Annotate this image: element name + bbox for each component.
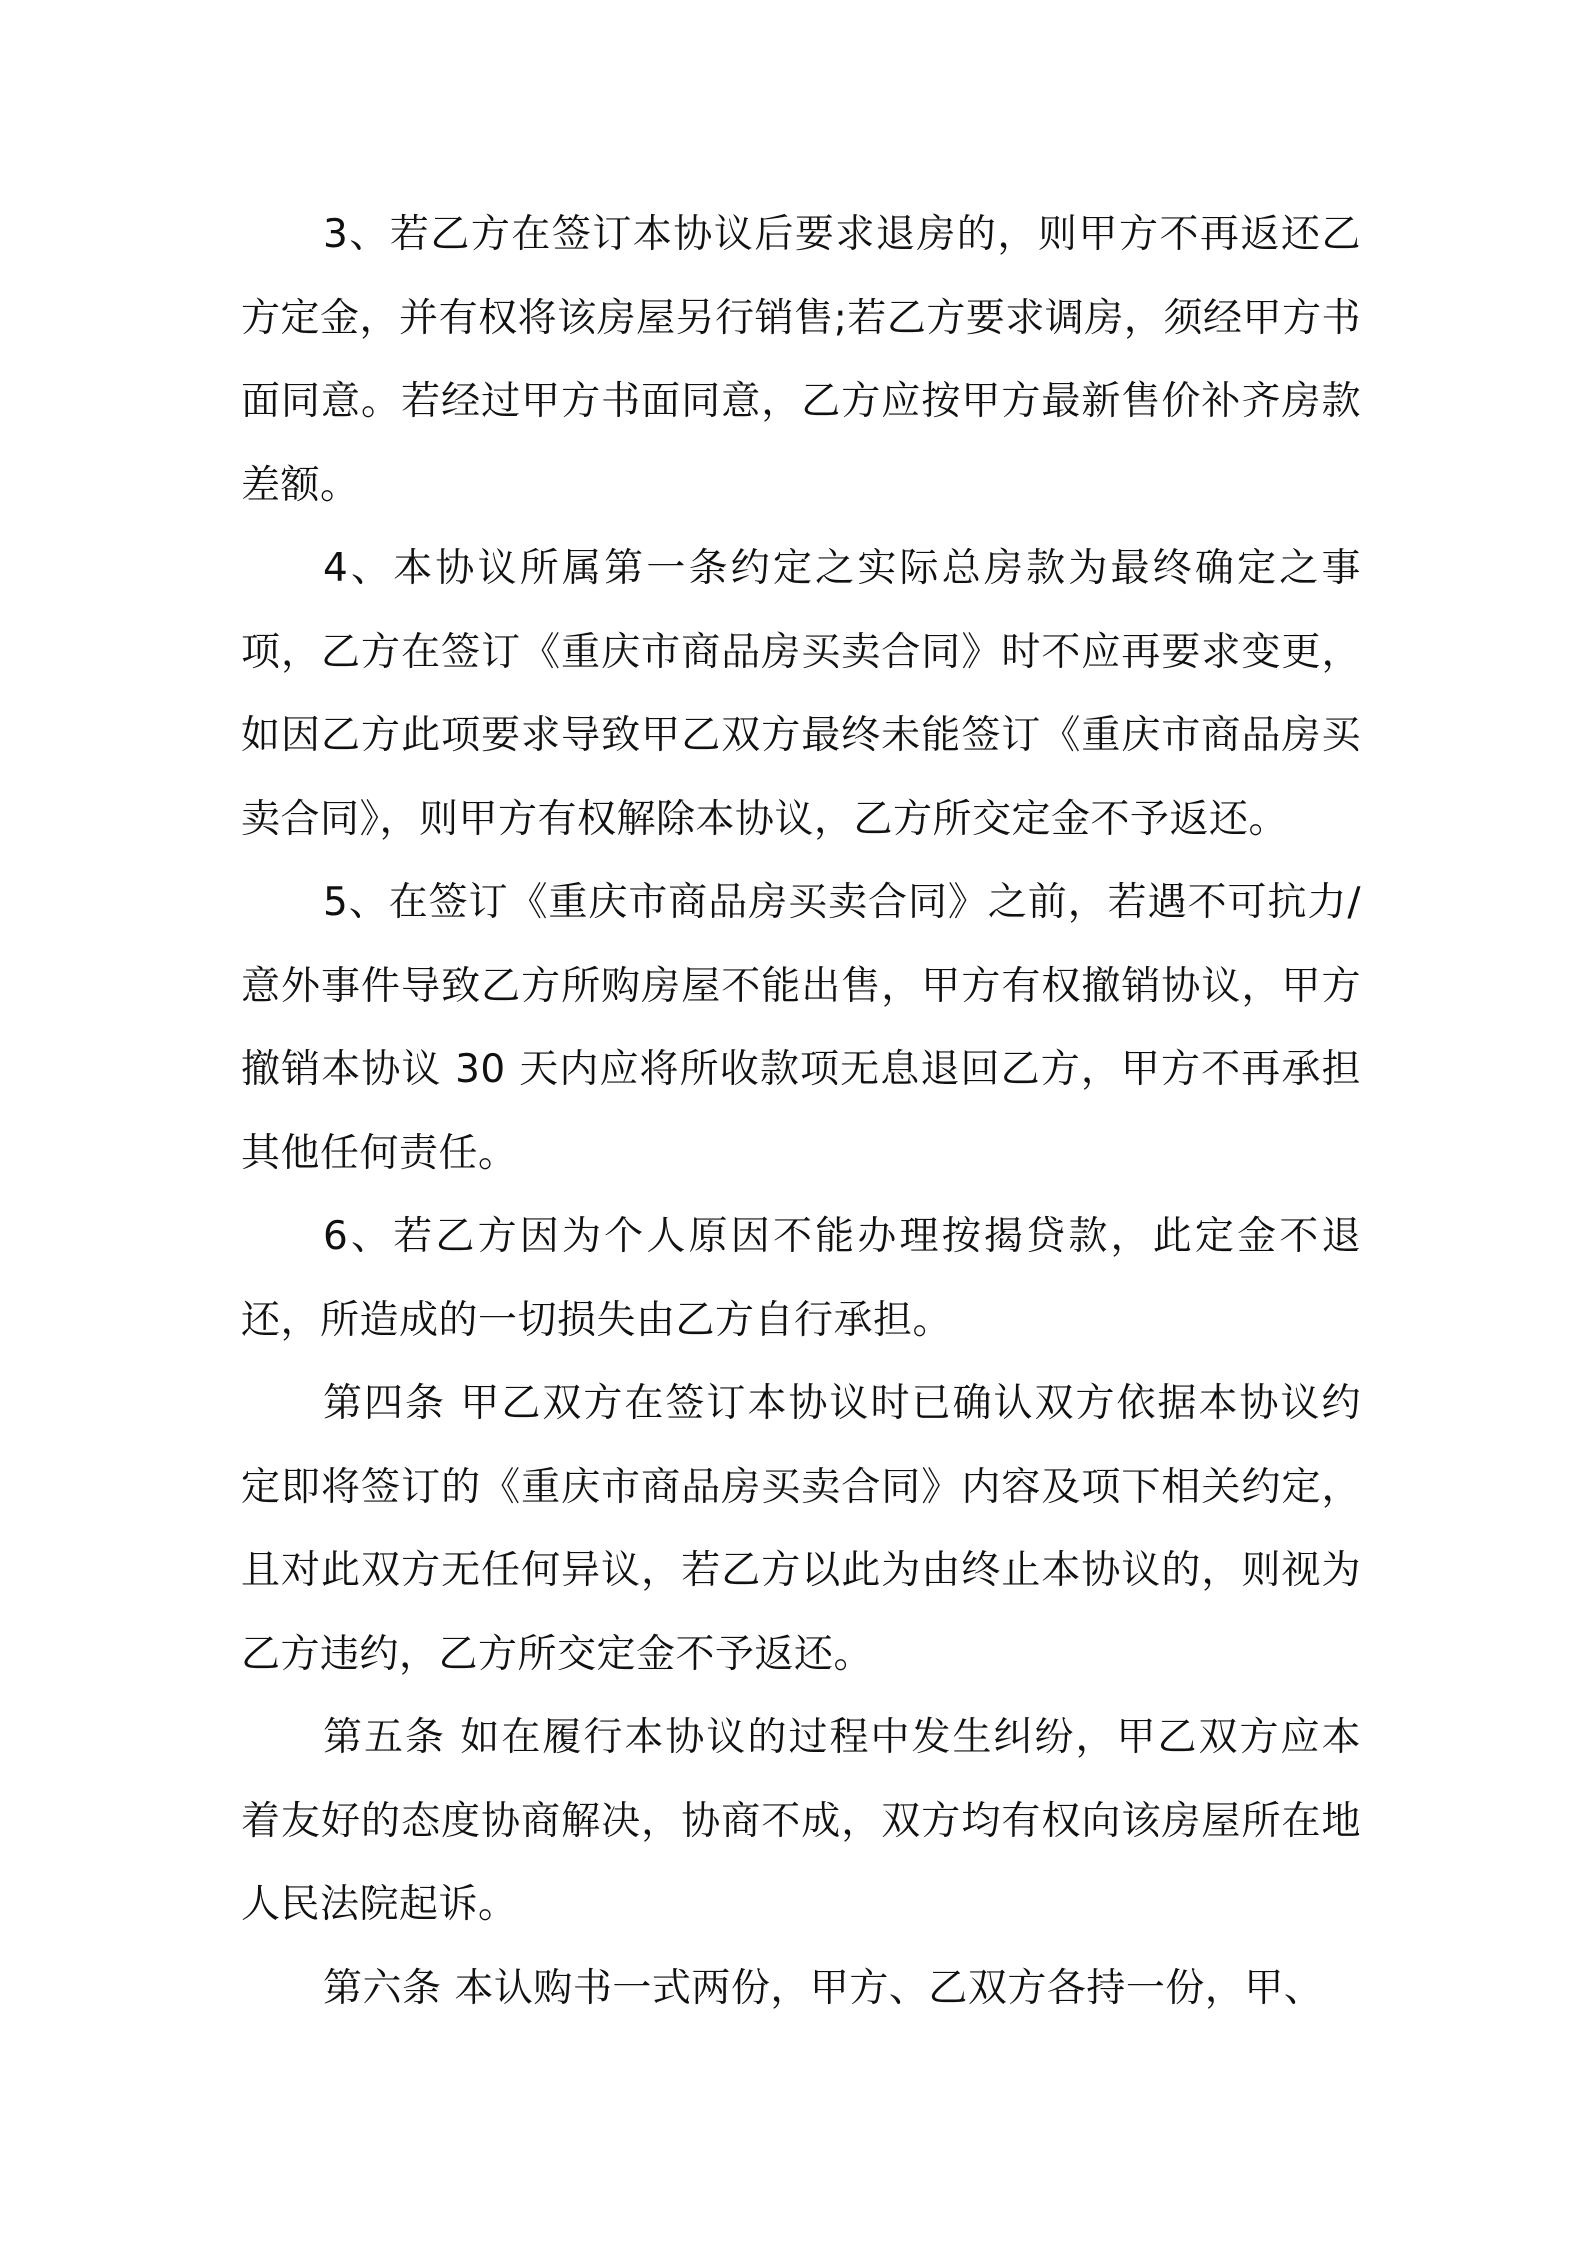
paragraph-clause-3-6: 6、若乙方因为个人原因不能办理按揭贷款，此定金不退还，所造成的一切损失由乙方自行承担。	[241, 1214, 1361, 1343]
paragraph-clause-3-4: 4、本协议所属第一条约定之实际总房款为最终确定之事项，乙方在签订《重庆市商品房买卖合同》时不应再要求变更，如因乙方此项要求导致甲乙双方最终未能签订《重庆市商品房买卖合同》，则甲方有权解除本协议，乙方所交定金不予返还。	[241, 546, 1361, 842]
paragraph-article-5: 第五条 如在履行本协议的过程中发生纠纷，甲乙双方应本着友好的态度协商解决，协商不成，双方均有权向该房屋所在地人民法院起诉。	[241, 1715, 1361, 1927]
paragraph-article-4: 第四条 甲乙双方在签订本协议时已确认双方依据本协议约定即将签订的《重庆市商品房买卖合同》内容及项下相关约定，且对此双方无任何异议，若乙方以此为由终止本协议的，则视为乙方违约，乙方所交定金不予返还。	[241, 1381, 1361, 1677]
paragraph-clause-3-5: 5、在签订《重庆市商品房买卖合同》之前，若遇不可抗力/意外事件导致乙方所购房屋不能出售，甲方有权撤销协议，甲方撤销本协议 30 天内应将所收款项无息退回乙方，甲方不再承担其他任何责任。	[241, 880, 1361, 1176]
paragraph-clause-3-3: 3、若乙方在签订本协议后要求退房的，则甲方不再返还乙方定金，并有权将该房屋另行销售;若乙方要求调房，须经甲方书面同意。若经过甲方书面同意，乙方应按甲方最新售价补齐房款差额。	[241, 212, 1361, 508]
paragraph-article-6: 第六条 本认购书一式两份，甲方、乙双方各持一份，甲、	[323, 1965, 1324, 2011]
document-body	[241, 193, 1361, 2030]
